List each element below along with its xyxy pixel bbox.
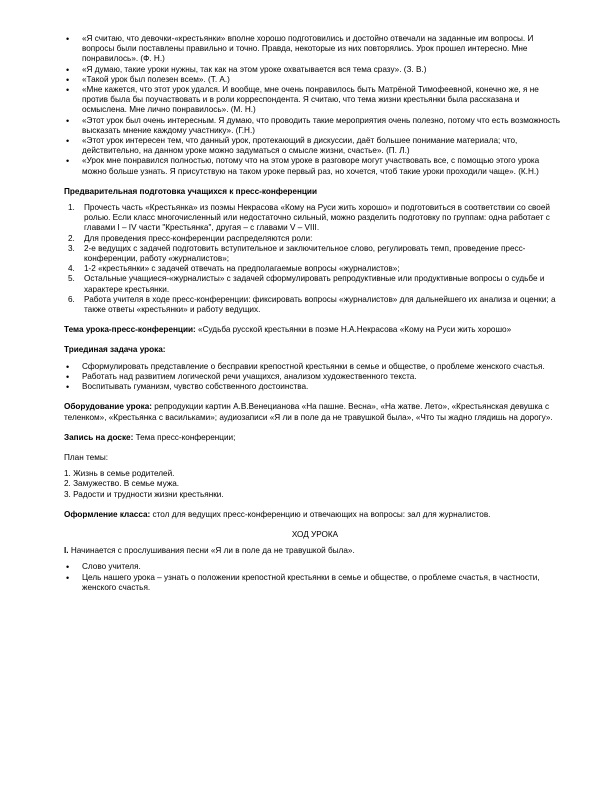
stage-one-text: Начинается с прослушивания песни «Я ли в поле да не травушкой была». [68, 546, 355, 556]
board-note-label: Запись на доске: [64, 432, 134, 442]
prep-item-text: Работа учителя в ходе пресс-конференции: фиксировать вопросы «журналистов» для дальнейшего их анализа и оценки; а также ответы «крестьянки» и работу ведущих. [84, 294, 556, 315]
prep-item-text: Для проведения пресс-конференции распределяются роли: [84, 233, 313, 243]
prep-item-text: Остальные учащиеся-«журналисты» с задачей сформулировать репродуктивные или продуктивные вопросы о судьбе и характере крестьянки. [84, 274, 545, 294]
stage-one-label: I. [64, 546, 69, 556]
feedback-item: • «Этот урок интересен тем, что данный урок, протекающий в дискуссии, даёт большее понимание материала; что, действительно, на данном уроке можно задуматься о смысле жизни, счастье». (П. Л.) [64, 136, 566, 156]
prep-item [64, 244, 566, 264]
board-note-text: Тема пресс-конференции; [133, 432, 236, 442]
stage-one [64, 546, 566, 556]
class-decor [64, 510, 566, 520]
lesson-topic-text: «Судьба русской крестьянки в поэме Н.А.Некрасова «Кому на Руси жить хорошо» [195, 325, 512, 335]
task-list [64, 362, 566, 393]
plan-item: 1. Жизнь в семье родителей. [64, 469, 175, 479]
equipment-label: Оборудование урока: [64, 402, 152, 412]
prep-item-text: 2-е ведущих с задачей подготовить вступительное и заключительное слово, регулировать темп, проведение пресс-конференции, работу «журналистов»; [84, 243, 526, 264]
class-decor-label: Оформление класса: [64, 509, 151, 519]
stage-one-list [64, 562, 566, 593]
plan-heading: План темы: [64, 452, 109, 462]
prep-item [64, 234, 566, 244]
plan-item: 2. Замужество. В семье мужа. [64, 479, 180, 489]
prep-item [64, 274, 566, 294]
feedback-item: • «Мне кажется, что этот урок удался. И вообще, мне очень понравилось быть Матрёной Тимофеевной, конечно же, я не против была бы поучаствовать и в роли корреспондента. Я считаю, что тема жизни крестьянки была рассказана и осмыслена. Мне лично понравилось». (М. Н.) [64, 85, 566, 116]
prep-item-text: 1-2 «крестьянки» с задачей отвечать на предполагаемые вопросы «журналистов»; [84, 264, 400, 274]
feedback-item: • «Этот урок был очень интересным. Я думаю, что проводить такие мероприятия очень полезно, потому что есть возможность высказать мнение каждому участнику». (Г.Н.) [64, 116, 566, 136]
prep-item-num: 1. [68, 203, 75, 213]
plan-item: 3. Радости и трудности жизни крестьянки. [64, 489, 224, 499]
feedback-list [64, 34, 566, 177]
task-item: • Воспитывать гуманизм, чувство собственного достоинства. [64, 382, 566, 392]
lesson-topic-label: Тема урока-пресс-конференции: [64, 325, 196, 335]
prep-item-text: Прочесть часть «Крестьянка» из поэмы Некрасова «Кому на Руси жить хорошо» и подготовиться в соответствии со своей ролью. Если класс многочисленный или недостаточно сильный, можно разделить подготовку по группам: одна работает с главами I – IV части "Крестьянка", другая – с главами V – VIII. [84, 203, 550, 233]
stage-one-item: • Цель нашего урока – узнать о положении крепостной крестьянки в семье и обществе, о проблеме счастья, в частности, женского счастья. [64, 573, 566, 593]
task-item: • Сформулировать представление о бесправии крепостной крестьянки в семье и обществе, о проблеме женского счастья. [64, 362, 566, 372]
task-item: • Работать над развитием логической речи учащихся, анализом художественного текста. [64, 372, 566, 382]
lesson-topic [64, 325, 566, 335]
prep-item-num: 6. [68, 294, 75, 304]
prep-item [64, 264, 566, 274]
class-decor-text: стол для ведущих пресс-конференцию и отвечающих на вопросы: зал для журналистов. [150, 509, 491, 519]
board-note [64, 433, 566, 443]
prep-item [64, 295, 566, 315]
task-heading: Триединая задача урока: [64, 345, 166, 355]
stage-one-item: • Слово учителя. [64, 562, 566, 572]
equipment [64, 402, 566, 422]
feedback-item: • «Я считаю, что девочки-«крестьянки» вполне хорошо подготовились и достойно отвечали на заданные им вопросы. И вопросы были поставлены правильно и точно. Правда, некоторые из них повторялись. Урок прошел интересно. Мне понравилось». (Ф. Н.) [64, 34, 566, 65]
prep-list [64, 203, 566, 315]
course-title: ХОД УРОКА [291, 529, 339, 539]
prep-item-num: 3. [68, 243, 75, 253]
prep-heading: Предварительная подготовка учащихся к пресс-конференции [64, 186, 317, 196]
equipment-text: репродукции картин А.В.Венецианова «На пашне. Весна», «На жатве. Лето», «Крестьянская девушка с теленком», «Крестьянка с васильками»; аудиозаписи «Я ли в поле да не травушкой была», «Что ты жадно глядишь на дорогу». [64, 402, 553, 422]
feedback-item: • «Такой урок был полезен всем». (Т. А.) [64, 75, 566, 85]
prep-item-num: 4. [68, 264, 75, 274]
feedback-item: • «Урок мне понравился полностью, потому что на этом уроке в разговоре могут участвовать все, с помощью этого урока можно больше узнать. Я присутствую на таком уроке первый раз, но хочется, чтоб такие уроки проходили чаще». (К.Н.) [64, 156, 566, 176]
prep-item-num: 2. [68, 233, 75, 243]
feedback-item: • «Я думаю, такие уроки нужны, так как на этом уроке охватывается вся тема сразу». (З. В.) [64, 65, 566, 75]
prep-item-num: 5. [68, 274, 75, 284]
prep-item [64, 203, 566, 234]
